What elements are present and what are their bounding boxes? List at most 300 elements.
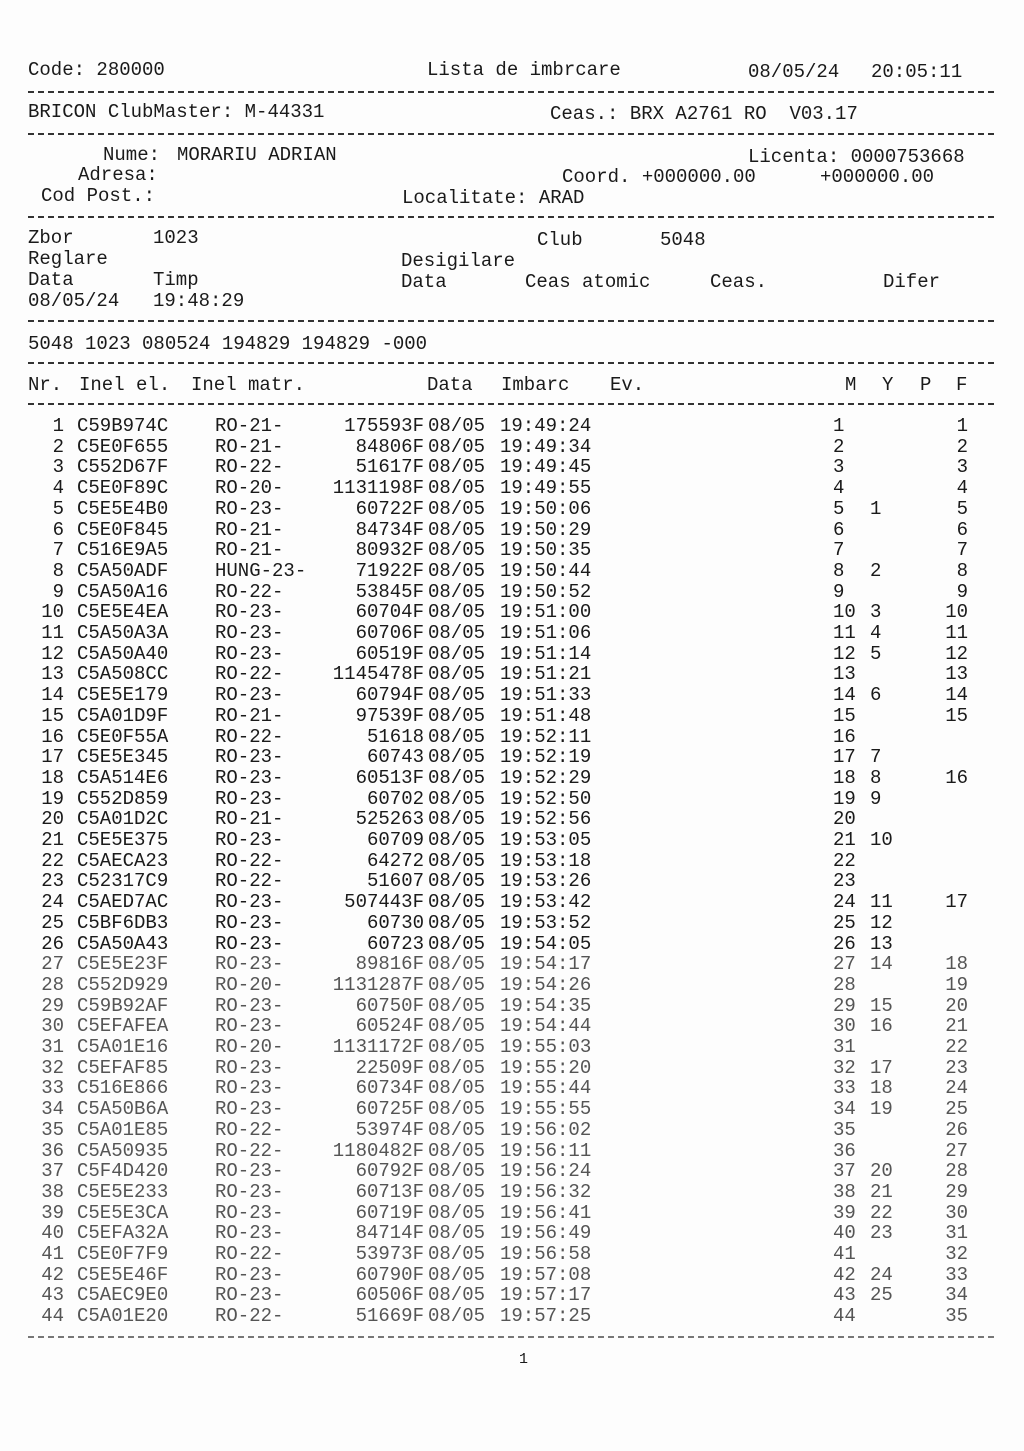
ring-prefix: RO-23-: [215, 1222, 284, 1245]
row-time: 19:55:44: [500, 1077, 592, 1100]
row-date: 08/05: [428, 435, 486, 458]
table-row: [0, 1244, 1024, 1264]
table-row: [0, 892, 1024, 912]
rank-m: 24: [833, 891, 856, 914]
row-nr: 11: [41, 622, 64, 644]
divider: [28, 91, 994, 93]
print-date: 08/05/24: [748, 61, 840, 83]
ring-prefix: RO-20-: [215, 1036, 284, 1058]
row-date: 08/05: [428, 1098, 486, 1121]
row-nr: 15: [41, 704, 64, 727]
table-row: [0, 975, 1024, 995]
license: Licenta: 0000753668: [748, 146, 965, 168]
rank-m: 33: [833, 1077, 856, 1100]
row-date: 08/05: [428, 456, 486, 479]
rank-f: 17: [945, 891, 968, 914]
row-date: 08/05: [428, 870, 486, 893]
ring-number: 60743: [366, 746, 424, 769]
ring-electronic: C516E9A5: [77, 539, 169, 562]
table-row: [0, 1120, 1024, 1140]
row-date: 08/05: [428, 559, 486, 582]
ring-number: 60709: [366, 829, 424, 851]
rank-y: 13: [870, 932, 893, 955]
rank-m: 31: [833, 1036, 856, 1058]
rank-f: 15: [945, 704, 968, 727]
row-time: 19:52:50: [500, 787, 592, 810]
name-label: Nume:: [103, 144, 161, 166]
ring-electronic: C5A01D2C: [77, 808, 169, 831]
row-date: 08/05: [428, 477, 486, 500]
ring-number: 60725F: [355, 1098, 424, 1121]
row-nr: 25: [41, 911, 64, 934]
table-row: [0, 499, 1024, 519]
ring-electronic: C5E5E3CA: [77, 1201, 169, 1224]
ring-electronic: C5EFAFEA: [77, 1015, 169, 1038]
col-p: P: [920, 374, 932, 396]
row-time: 19:55:20: [500, 1056, 592, 1079]
row-nr: 20: [41, 808, 64, 831]
row-time: 19:50:06: [500, 497, 592, 520]
ring-electronic: C5BF6DB3: [77, 911, 169, 934]
row-date: 08/05: [428, 1056, 486, 1079]
ring-electronic: C52317C9: [77, 870, 169, 893]
row-date: 08/05: [428, 1305, 486, 1328]
locality: Localitate: ARAD: [402, 187, 585, 209]
rank-y: 25: [870, 1284, 893, 1307]
row-nr: 7: [52, 539, 64, 562]
rank-f: 6: [956, 518, 968, 541]
row-time: 19:54:26: [500, 973, 592, 996]
table-row: [0, 871, 1024, 891]
table-row: [0, 685, 1024, 705]
row-nr: 31: [41, 1036, 64, 1058]
rank-y: 17: [870, 1056, 893, 1079]
row-time: 19:50:35: [500, 539, 592, 562]
row-time: 19:54:05: [500, 932, 592, 955]
row-time: 19:56:41: [500, 1201, 592, 1224]
row-date: 08/05: [428, 1036, 486, 1058]
row-date: 08/05: [428, 829, 486, 851]
row-time: 19:55:03: [500, 1036, 592, 1058]
ring-prefix: RO-23-: [215, 829, 284, 851]
flight-label: Zbor: [28, 227, 74, 249]
divider: [28, 1336, 994, 1338]
ring-number: 51618: [366, 725, 424, 748]
ring-number: 97539F: [355, 704, 424, 727]
row-time: 19:51:06: [500, 622, 592, 644]
row-time: 19:53:26: [500, 870, 592, 893]
rank-m: 26: [833, 932, 856, 955]
rank-m: 41: [833, 1243, 856, 1265]
doc-title: Lista de imbrcare: [427, 59, 621, 81]
table-row: [0, 561, 1024, 581]
rank-m: 36: [833, 1139, 856, 1162]
rank-f: 16: [945, 766, 968, 789]
row-date: 08/05: [428, 539, 486, 562]
ring-electronic: C5E5E46F: [77, 1263, 169, 1286]
table-row: [0, 1099, 1024, 1119]
row-time: 19:54:35: [500, 994, 592, 1017]
ring-electronic: C5E5E233: [77, 1180, 169, 1203]
row-time: 19:49:24: [500, 415, 592, 437]
ring-number: 53973F: [355, 1243, 424, 1265]
row-date: 08/05: [428, 704, 486, 727]
row-nr: 4: [52, 477, 64, 500]
rank-m: 1: [833, 415, 845, 437]
ring-electronic: C5A508CC: [77, 663, 169, 686]
date-label: Data: [28, 269, 74, 291]
ring-electronic: C5AECA23: [77, 849, 169, 872]
table-row: [0, 602, 1024, 622]
table-row: [0, 1016, 1024, 1036]
rank-m: 21: [833, 829, 856, 851]
rank-f: 9: [956, 580, 968, 603]
ring-prefix: RO-23-: [215, 1056, 284, 1079]
rank-m: 27: [833, 953, 856, 976]
row-nr: 10: [41, 601, 64, 624]
ring-prefix: HUNG-23-: [215, 559, 307, 582]
code: Code: 280000: [28, 59, 165, 81]
row-time: 19:51:33: [500, 684, 592, 707]
row-date: 08/05: [428, 1077, 486, 1100]
club-number: 5048: [660, 229, 706, 251]
ring-prefix: RO-22-: [215, 870, 284, 893]
rank-f: 35: [945, 1305, 968, 1328]
row-date: 08/05: [428, 415, 486, 437]
ring-prefix: RO-21-: [215, 704, 284, 727]
rank-y: 4: [870, 622, 882, 644]
rank-f: 18: [945, 953, 968, 976]
row-time: 19:52:29: [500, 766, 592, 789]
table-row: [0, 478, 1024, 498]
row-time: 19:50:44: [500, 559, 592, 582]
rank-m: 34: [833, 1098, 856, 1121]
ring-number: 64272: [366, 849, 424, 872]
unseal-date-label: Data: [401, 271, 447, 293]
ring-number: 89816F: [355, 953, 424, 976]
table-row: [0, 644, 1024, 664]
row-time: 19:56:24: [500, 1160, 592, 1183]
ring-number: 84734F: [355, 518, 424, 541]
ring-number: 60794F: [355, 684, 424, 707]
ring-prefix: RO-23-: [215, 1077, 284, 1100]
page-number: 1: [519, 1351, 529, 1368]
table-row: [0, 1078, 1024, 1098]
ring-electronic: C5A01D9F: [77, 704, 169, 727]
row-date: 08/05: [428, 973, 486, 996]
ring-electronic: C5A01E20: [77, 1305, 169, 1328]
row-nr: 2: [52, 435, 64, 458]
row-time: 19:49:34: [500, 435, 592, 458]
rank-m: 4: [833, 477, 845, 500]
table-row: [0, 1161, 1024, 1181]
row-date: 08/05: [428, 622, 486, 644]
table-row: [0, 1306, 1024, 1326]
setting-time: 19:48:29: [153, 290, 245, 312]
table-row: [0, 437, 1024, 457]
ring-prefix: RO-21-: [215, 435, 284, 458]
ring-electronic: C5EFA32A: [77, 1222, 169, 1245]
row-time: 19:52:19: [500, 746, 592, 769]
ring-prefix: RO-22-: [215, 1139, 284, 1162]
table-row: [0, 540, 1024, 560]
rank-m: 38: [833, 1180, 856, 1203]
rank-m: 5: [833, 497, 845, 520]
rank-m: 9: [833, 580, 845, 603]
col-f: F: [956, 374, 968, 396]
ring-prefix: RO-23-: [215, 1180, 284, 1203]
ring-electronic: C5E5E4B0: [77, 497, 169, 520]
coord: Coord. +000000.00: [562, 166, 756, 188]
row-nr: 26: [41, 932, 64, 955]
table-row: [0, 1141, 1024, 1161]
row-nr: 33: [41, 1077, 64, 1100]
table-row: [0, 1058, 1024, 1078]
row-date: 08/05: [428, 642, 486, 665]
table-row: [0, 996, 1024, 1016]
ring-number: 60734F: [355, 1077, 424, 1100]
rank-f: 25: [945, 1098, 968, 1121]
rank-m: 11: [833, 622, 856, 644]
ring-number: 60719F: [355, 1201, 424, 1224]
table-header: [0, 375, 1024, 395]
ring-prefix: RO-22-: [215, 849, 284, 872]
postcode-label: Cod Post.:: [41, 185, 156, 207]
ring-prefix: RO-23-: [215, 1263, 284, 1286]
table-row: [0, 1037, 1024, 1057]
table-row: [0, 768, 1024, 788]
owner-name: MORARIU ADRIAN: [177, 144, 337, 166]
setting-date: 08/05/24: [28, 290, 120, 312]
time-label: Timp: [153, 269, 199, 291]
row-time: 19:49:55: [500, 477, 592, 500]
ring-prefix: RO-23-: [215, 891, 284, 914]
ring-electronic: C5AEC9E0: [77, 1284, 169, 1307]
rank-y: 7: [870, 746, 882, 769]
row-nr: 24: [41, 891, 64, 914]
rank-m: 3: [833, 456, 845, 479]
rank-f: 4: [956, 477, 968, 500]
ring-number: 60524F: [355, 1015, 424, 1038]
divider: [28, 216, 994, 218]
col-y: Y: [882, 374, 894, 396]
ring-prefix: RO-23-: [215, 497, 284, 520]
row-date: 08/05: [428, 849, 486, 872]
ring-prefix: RO-23-: [215, 787, 284, 810]
rank-f: 28: [945, 1160, 968, 1183]
row-date: 08/05: [428, 953, 486, 976]
rank-f: 5: [956, 497, 968, 520]
ring-electronic: C5E5E4EA: [77, 601, 169, 624]
rank-m: 39: [833, 1201, 856, 1224]
ring-electronic: C5A01E16: [77, 1036, 169, 1058]
rank-y: 2: [870, 559, 882, 582]
ring-number: 60722F: [355, 497, 424, 520]
clock-label: Ceas.: [710, 271, 768, 293]
row-date: 08/05: [428, 932, 486, 955]
rank-f: 23: [945, 1056, 968, 1079]
row-time: 19:56:02: [500, 1118, 592, 1141]
ring-prefix: RO-23-: [215, 746, 284, 769]
rank-y: 18: [870, 1077, 893, 1100]
row-date: 08/05: [428, 1160, 486, 1183]
row-time: 19:55:55: [500, 1098, 592, 1121]
col-imbarc: Imbarc: [501, 374, 570, 396]
row-nr: 5: [52, 497, 64, 520]
row-time: 19:49:45: [500, 456, 592, 479]
ring-number: 51607: [366, 870, 424, 893]
row-time: 19:57:17: [500, 1284, 592, 1307]
rank-f: 26: [945, 1118, 968, 1141]
ring-electronic: C5F4D420: [77, 1160, 169, 1183]
ring-number: 53845F: [355, 580, 424, 603]
ring-number: 60702: [366, 787, 424, 810]
rank-y: 15: [870, 994, 893, 1017]
ring-number: 175593F: [344, 415, 424, 437]
ring-number: 1131287F: [332, 973, 424, 996]
ring-number: 60723: [366, 932, 424, 955]
rank-f: 24: [945, 1077, 968, 1100]
ring-prefix: RO-23-: [215, 1201, 284, 1224]
rank-f: 11: [945, 622, 968, 644]
table-row: [0, 1182, 1024, 1202]
ring-prefix: RO-23-: [215, 1098, 284, 1121]
row-nr: 41: [41, 1243, 64, 1265]
rank-m: 25: [833, 911, 856, 934]
ring-electronic: C59B974C: [77, 415, 169, 437]
rank-m: 7: [833, 539, 845, 562]
rank-y: 1: [870, 497, 882, 520]
rank-f: 30: [945, 1201, 968, 1224]
ring-number: 507443F: [344, 891, 424, 914]
ring-prefix: RO-23-: [215, 766, 284, 789]
rank-f: 34: [945, 1284, 968, 1307]
ring-prefix: RO-21-: [215, 415, 284, 437]
ring-prefix: RO-23-: [215, 953, 284, 976]
row-time: 19:56:49: [500, 1222, 592, 1245]
ring-prefix: RO-22-: [215, 1243, 284, 1265]
ring-number: 525263: [355, 808, 424, 831]
row-time: 19:57:25: [500, 1305, 592, 1328]
rank-y: 23: [870, 1222, 893, 1245]
row-date: 08/05: [428, 891, 486, 914]
row-date: 08/05: [428, 1015, 486, 1038]
table-row: [0, 954, 1024, 974]
ring-prefix: RO-23-: [215, 622, 284, 644]
ring-electronic: C5A01E85: [77, 1118, 169, 1141]
row-nr: 3: [52, 456, 64, 479]
rank-y: 24: [870, 1263, 893, 1286]
ring-electronic: C5A50A16: [77, 580, 169, 603]
ring-prefix: RO-23-: [215, 911, 284, 934]
table-row: [0, 789, 1024, 809]
row-date: 08/05: [428, 580, 486, 603]
rank-f: 32: [945, 1243, 968, 1265]
rank-f: 3: [956, 456, 968, 479]
ring-prefix: RO-23-: [215, 932, 284, 955]
ring-number: 60506F: [355, 1284, 424, 1307]
table-row: [0, 1203, 1024, 1223]
divider: [28, 403, 994, 405]
row-date: 08/05: [428, 497, 486, 520]
row-date: 08/05: [428, 1263, 486, 1286]
row-nr: 22: [41, 849, 64, 872]
rank-f: 29: [945, 1180, 968, 1203]
ring-electronic: C59B92AF: [77, 994, 169, 1017]
row-nr: 30: [41, 1015, 64, 1038]
rank-f: 31: [945, 1222, 968, 1245]
flight-number: 1023: [153, 227, 199, 249]
table-row: [0, 416, 1024, 436]
ring-prefix: RO-21-: [215, 518, 284, 541]
row-nr: 19: [41, 787, 64, 810]
row-nr: 9: [52, 580, 64, 603]
rank-f: 20: [945, 994, 968, 1017]
ring-electronic: C5A50B6A: [77, 1098, 169, 1121]
rank-m: 6: [833, 518, 845, 541]
ring-number: 60519F: [355, 642, 424, 665]
rank-y: 21: [870, 1180, 893, 1203]
ring-electronic: C5E5E345: [77, 746, 169, 769]
rank-y: 20: [870, 1160, 893, 1183]
row-nr: 42: [41, 1263, 64, 1286]
rank-f: 33: [945, 1263, 968, 1286]
ring-prefix: RO-21-: [215, 539, 284, 562]
row-nr: 14: [41, 684, 64, 707]
ring-electronic: C5AED7AC: [77, 891, 169, 914]
ring-number: 53974F: [355, 1118, 424, 1141]
ring-electronic: C5E0F655: [77, 435, 169, 458]
row-nr: 1: [52, 415, 64, 437]
row-nr: 35: [41, 1118, 64, 1141]
ring-prefix: RO-23-: [215, 642, 284, 665]
row-time: 19:52:56: [500, 808, 592, 831]
rank-y: 9: [870, 787, 882, 810]
table-row: [0, 934, 1024, 954]
rank-m: 43: [833, 1284, 856, 1307]
rank-y: 16: [870, 1015, 893, 1038]
diff-label: Difer: [883, 271, 941, 293]
row-time: 19:56:32: [500, 1180, 592, 1203]
rank-y: 11: [870, 891, 893, 914]
ring-prefix: RO-23-: [215, 601, 284, 624]
row-date: 08/05: [428, 725, 486, 748]
row-nr: 32: [41, 1056, 64, 1079]
ring-number: 60730: [366, 911, 424, 934]
ring-number: 60704F: [355, 601, 424, 624]
ring-prefix: RO-22-: [215, 580, 284, 603]
rank-f: 22: [945, 1036, 968, 1058]
row-time: 19:53:05: [500, 829, 592, 851]
rank-y: 3: [870, 601, 882, 624]
ring-prefix: RO-22-: [215, 663, 284, 686]
row-date: 08/05: [428, 1118, 486, 1141]
ring-electronic: C5A50A40: [77, 642, 169, 665]
row-nr: 12: [41, 642, 64, 665]
row-date: 08/05: [428, 663, 486, 686]
ring-electronic: C516E866: [77, 1077, 169, 1100]
row-time: 19:54:17: [500, 953, 592, 976]
ring-number: 60713F: [355, 1180, 424, 1203]
ring-number: 51669F: [355, 1305, 424, 1328]
ring-number: 60750F: [355, 994, 424, 1017]
rank-f: 12: [945, 642, 968, 665]
unseal-label: Desigilare: [401, 250, 516, 272]
col-inel-el: Inel el.: [79, 374, 171, 396]
row-nr: 8: [52, 559, 64, 582]
row-time: 19:54:44: [500, 1015, 592, 1038]
table-row: [0, 913, 1024, 933]
